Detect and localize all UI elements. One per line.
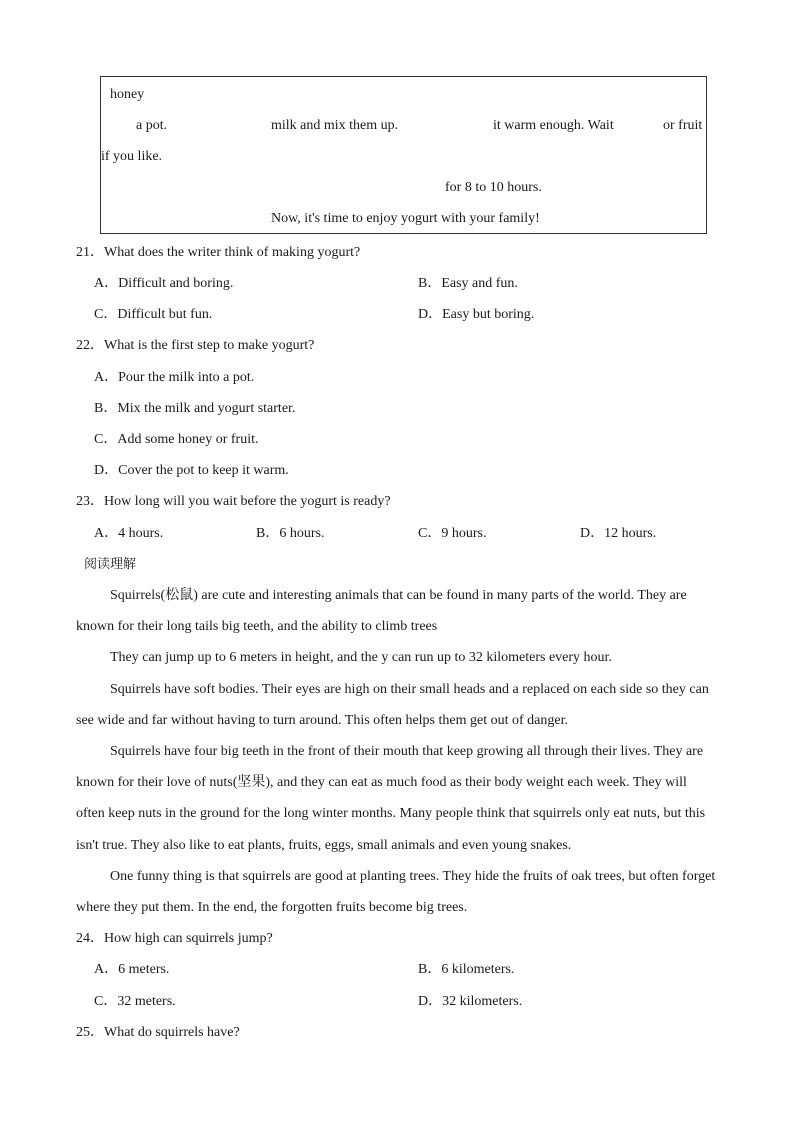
section-title: 阅读理解 bbox=[84, 557, 137, 572]
question-22: 22．What is the first step to make yogurt? bbox=[76, 338, 315, 353]
option-24-a[interactable]: A．6 meters. bbox=[94, 962, 170, 977]
option-21-a[interactable]: A．Difficult and boring. bbox=[94, 276, 234, 291]
recipe-line: milk and mix them up. bbox=[271, 118, 399, 133]
passage-line: Squirrels(松鼠) are cute and interesting animals that can be found in many parts of the world. They are bbox=[110, 588, 687, 603]
passage-line: known for their love of nuts(坚果), and they can eat as much food as their body weight each week. They will bbox=[76, 775, 687, 790]
option-22-a[interactable]: A．Pour the milk into a pot. bbox=[94, 370, 255, 385]
recipe-line: for 8 to 10 hours. bbox=[445, 180, 542, 195]
passage-line: isn't true. They also like to eat plants, fruits, eggs, small animals and even young snakes. bbox=[76, 838, 572, 853]
option-21-c[interactable]: C．Difficult but fun. bbox=[94, 307, 213, 322]
option-22-c[interactable]: C．Add some honey or fruit. bbox=[94, 432, 259, 447]
passage-line: They can jump up to 6 meters in height, and the y can run up to 32 kilometers every hour. bbox=[110, 650, 612, 665]
option-22-d[interactable]: D．Cover the pot to keep it warm. bbox=[94, 463, 289, 478]
recipe-line: honey bbox=[110, 87, 145, 102]
recipe-line: a pot. bbox=[136, 118, 168, 133]
option-23-b[interactable]: B．6 hours. bbox=[256, 526, 325, 541]
passage-line: often keep nuts in the ground for the long winter months. Many people think that squirrels only eat nuts, but this bbox=[76, 806, 706, 821]
option-21-d[interactable]: D．Easy but boring. bbox=[418, 307, 535, 322]
option-23-a[interactable]: A．4 hours. bbox=[94, 526, 164, 541]
option-23-d[interactable]: D．12 hours. bbox=[580, 526, 657, 541]
option-23-c[interactable]: C．9 hours. bbox=[418, 526, 487, 541]
recipe-line: or fruit bbox=[663, 118, 703, 133]
recipe-line: if you like. bbox=[101, 149, 163, 164]
recipe-line: Now, it's time to enjoy yogurt with your family! bbox=[271, 211, 540, 226]
passage-line: known for their long tails big teeth, and the ability to climb trees bbox=[76, 619, 438, 634]
passage-line: where they put them. In the end, the forgotten fruits become big trees. bbox=[76, 900, 468, 915]
passage-line: Squirrels have soft bodies. Their eyes are high on their small heads and a replaced on each side so they can bbox=[110, 682, 709, 697]
question-23: 23．How long will you wait before the yogurt is ready? bbox=[76, 494, 391, 509]
passage-line: One funny thing is that squirrels are good at planting trees. They hide the fruits of oak trees, but often forget bbox=[110, 869, 716, 884]
option-24-d[interactable]: D．32 kilometers. bbox=[418, 994, 523, 1009]
question-25: 25．What do squirrels have? bbox=[76, 1025, 240, 1040]
recipe-line: it warm enough. Wait bbox=[493, 118, 614, 133]
option-24-c[interactable]: C．32 meters. bbox=[94, 994, 176, 1009]
passage-line: Squirrels have four big teeth in the front of their mouth that keep growing all through their lives. They are bbox=[110, 744, 704, 759]
question-21: 21．What does the writer think of making yogurt? bbox=[76, 245, 361, 260]
option-21-b[interactable]: B．Easy and fun. bbox=[418, 276, 518, 291]
option-24-b[interactable]: B．6 kilometers. bbox=[418, 962, 515, 977]
passage-line: see wide and far without having to turn around. This often helps them get out of danger. bbox=[76, 713, 568, 728]
question-24: 24．How high can squirrels jump? bbox=[76, 931, 273, 946]
option-22-b[interactable]: B．Mix the milk and yogurt starter. bbox=[94, 401, 296, 416]
